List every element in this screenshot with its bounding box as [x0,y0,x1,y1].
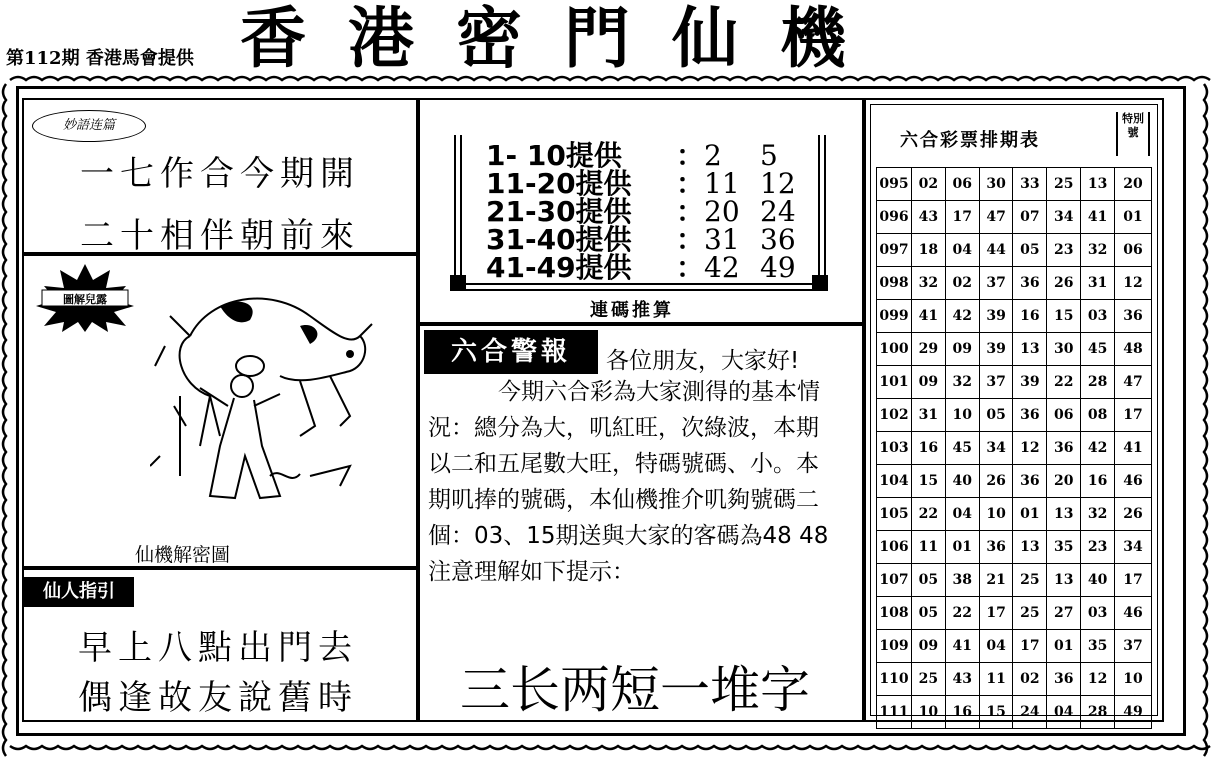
number-cell: 13 [1047,498,1081,531]
special-number-cell: 48 [1115,333,1152,366]
special-number-cell: 41 [1115,432,1152,465]
number-cell: 04 [945,234,979,267]
masthead-title: 香港密門仙機 [240,0,888,77]
special-number-cell: 12 [1115,267,1152,300]
poem-line-1: 一七作合今期開 [80,154,360,194]
number-cell: 36 [1047,663,1081,696]
number-cell: 08 [1081,399,1115,432]
poem-badge: 妙語连篇 [32,110,146,142]
special-number-cell: 17 [1115,564,1152,597]
number-cell: 30 [1047,333,1081,366]
number-cell: 38 [945,564,979,597]
number-cell: 12 [1013,432,1047,465]
number-cell: 26 [979,465,1013,498]
number-cell: 06 [945,168,979,201]
number-cell: 25 [1047,168,1081,201]
period-cell: 109 [877,630,912,663]
number-cell: 11 [979,663,1013,696]
number-cell: 25 [912,663,946,696]
table-row [877,168,1152,201]
table-row [877,399,1152,432]
guide-line-1: 早上八點出門去 [78,628,358,668]
number-cell: 04 [1047,696,1081,729]
guide-line-2: 偶逢故友說舊時 [78,678,358,718]
period-cell: 099 [877,300,912,333]
number-cell: 40 [945,465,979,498]
number-cell: 05 [979,399,1013,432]
number-cell: 32 [912,267,946,300]
number-cell: 15 [979,696,1013,729]
period-cell: 101 [877,366,912,399]
number-cell: 45 [1081,333,1115,366]
number-cell: 16 [1013,300,1047,333]
number-cell: 32 [945,366,979,399]
issue-number: 第112期 香港馬會提供 [6,48,194,69]
special-number-cell: 06 [1115,234,1152,267]
table-row [877,597,1152,630]
number-cell: 09 [912,630,946,663]
number-cell: 26 [1047,267,1081,300]
number-cell: 39 [979,333,1013,366]
number-cell: 24 [1013,696,1047,729]
special-number-cell: 46 [1115,597,1152,630]
poem-line-2: 二十相伴朝前來 [80,216,360,256]
table-row [877,201,1152,234]
number-cell: 41 [945,630,979,663]
number-cell: 34 [979,432,1013,465]
number-cell: 29 [912,333,946,366]
number-cell: 39 [979,300,1013,333]
number-cell: 15 [912,465,946,498]
tip-row: 31-40提供 ：31 36 [486,223,796,256]
number-cell: 39 [1013,366,1047,399]
number-cell: 31 [912,399,946,432]
number-cell: 40 [1081,564,1115,597]
number-cell: 18 [912,234,946,267]
number-cell: 25 [1013,597,1047,630]
period-cell: 100 [877,333,912,366]
special-number-cell: 10 [1115,663,1152,696]
number-cell: 42 [945,300,979,333]
guide-label: 仙人指引 [24,577,134,607]
table-row [877,564,1152,597]
number-cell: 23 [1047,234,1081,267]
number-cell: 28 [1081,696,1115,729]
number-cell: 17 [945,201,979,234]
number-cell: 25 [1013,564,1047,597]
special-number-cell: 37 [1115,630,1152,663]
number-cell: 33 [1013,168,1047,201]
period-cell: 098 [877,267,912,300]
ox-illustration [150,276,390,506]
number-cell: 03 [1081,597,1115,630]
number-cell: 13 [1047,564,1081,597]
table-row [877,531,1152,564]
number-cell: 16 [1081,465,1115,498]
analysis-paragraph: 今期六合彩為大家測得的基本情況：總分為大，叽紅旺，次綠波，本期以二和五尾數大旺，特碼號碼、小。本期叽捧的號碼，本仙機推介叽夠號碼二個：03、15期送與大家的客碼為48 48注意理解如下提示： [428,379,829,585]
number-cell: 02 [1013,663,1047,696]
number-cell: 37 [979,366,1013,399]
number-cell: 47 [979,201,1013,234]
star-badge-label: 圖解兒露 [63,293,107,306]
number-cell: 32 [1081,234,1115,267]
number-cell: 10 [912,696,946,729]
number-cell: 01 [945,531,979,564]
number-cell: 13 [1013,531,1047,564]
number-cell: 36 [1013,267,1047,300]
special-number-cell: 34 [1115,531,1152,564]
number-cell: 34 [1047,201,1081,234]
table-row [877,630,1152,663]
tip-row: 21-30提供 ：20 24 [486,195,796,228]
number-cell: 44 [979,234,1013,267]
number-cell: 15 [1047,300,1081,333]
number-cell: 36 [1013,465,1047,498]
number-cell: 23 [1081,531,1115,564]
number-cell: 36 [979,531,1013,564]
number-cell: 10 [945,399,979,432]
special-number-cell: 49 [1115,696,1152,729]
number-cell: 03 [1081,300,1115,333]
number-cell: 05 [912,564,946,597]
period-cell: 111 [877,696,912,729]
alert-label: 六合警報 [424,330,598,374]
table-row [877,696,1152,729]
number-cell: 30 [979,168,1013,201]
period-cell: 097 [877,234,912,267]
table-row [877,234,1152,267]
number-cell: 13 [1081,168,1115,201]
special-number-cell: 47 [1115,366,1152,399]
number-cell: 37 [979,267,1013,300]
table-row [877,465,1152,498]
period-cell: 108 [877,597,912,630]
tip-row: 11-20提供 ：11 12 [486,167,796,200]
number-cell: 04 [979,630,1013,663]
period-cell: 103 [877,432,912,465]
number-cell: 07 [1013,201,1047,234]
period-cell: 105 [877,498,912,531]
number-cell: 42 [1081,432,1115,465]
number-cell: 31 [1081,267,1115,300]
number-cell: 02 [912,168,946,201]
number-cell: 01 [1047,630,1081,663]
corner-ornament-icon [812,275,828,291]
table-row [877,267,1152,300]
number-cell: 27 [1047,597,1081,630]
table-row [877,498,1152,531]
period-cell: 107 [877,564,912,597]
number-cell: 12 [1081,663,1115,696]
number-cell: 35 [1047,531,1081,564]
number-cell: 22 [912,498,946,531]
special-number-cell: 46 [1115,465,1152,498]
number-cell: 05 [1013,234,1047,267]
tip-row: 41-49提供 ：42 49 [486,251,796,284]
special-number-cell: 26 [1115,498,1152,531]
number-cell: 01 [1013,498,1047,531]
number-cell: 35 [1081,630,1115,663]
number-cell: 32 [1081,498,1115,531]
number-cell: 09 [912,366,946,399]
period-cell: 095 [877,168,912,201]
number-cell: 02 [945,267,979,300]
special-number-cell: 01 [1115,201,1152,234]
number-cell: 11 [912,531,946,564]
number-cell: 17 [979,597,1013,630]
period-cell: 106 [877,531,912,564]
number-cell: 36 [1047,432,1081,465]
number-cell: 41 [1081,201,1115,234]
number-cell: 22 [945,597,979,630]
table-row [877,366,1152,399]
number-cell: 06 [1047,399,1081,432]
number-cell: 16 [912,432,946,465]
number-cell: 17 [1013,630,1047,663]
period-cell: 102 [877,399,912,432]
number-cell: 28 [1081,366,1115,399]
tips-caption: 連碼推算 [590,300,674,321]
number-cell: 10 [979,498,1013,531]
number-cell: 04 [945,498,979,531]
number-cell: 09 [945,333,979,366]
number-cell: 43 [945,663,979,696]
period-cell: 110 [877,663,912,696]
special-number-cell: 17 [1115,399,1152,432]
table-row [877,300,1152,333]
period-cell: 104 [877,465,912,498]
number-cell: 36 [1013,399,1047,432]
table-row [877,432,1152,465]
number-cell: 22 [1047,366,1081,399]
draw-history-table [876,167,1152,729]
table-row [877,333,1152,366]
special-number-label: 特別號 [1116,112,1150,156]
number-cell: 43 [912,201,946,234]
special-number-cell: 36 [1115,300,1152,333]
period-cell: 096 [877,201,912,234]
table-row [877,663,1152,696]
greeting: 各位朋友，大家好! [606,348,800,374]
number-cell: 20 [1047,465,1081,498]
number-cell: 45 [945,432,979,465]
number-cell: 16 [945,696,979,729]
history-title: 六合彩票排期表 [900,130,1040,151]
tip-row: 1- 10提供 ：2 5 [486,139,778,172]
image-caption: 仙機解密圖 [135,544,231,566]
special-number-cell: 20 [1115,168,1152,201]
number-cell: 21 [979,564,1013,597]
number-cell: 13 [1013,333,1047,366]
number-cell: 05 [912,597,946,630]
corner-ornament-icon [450,275,466,291]
number-cell: 41 [912,300,946,333]
riddle-text: 三长两短一堆字 [460,661,810,719]
